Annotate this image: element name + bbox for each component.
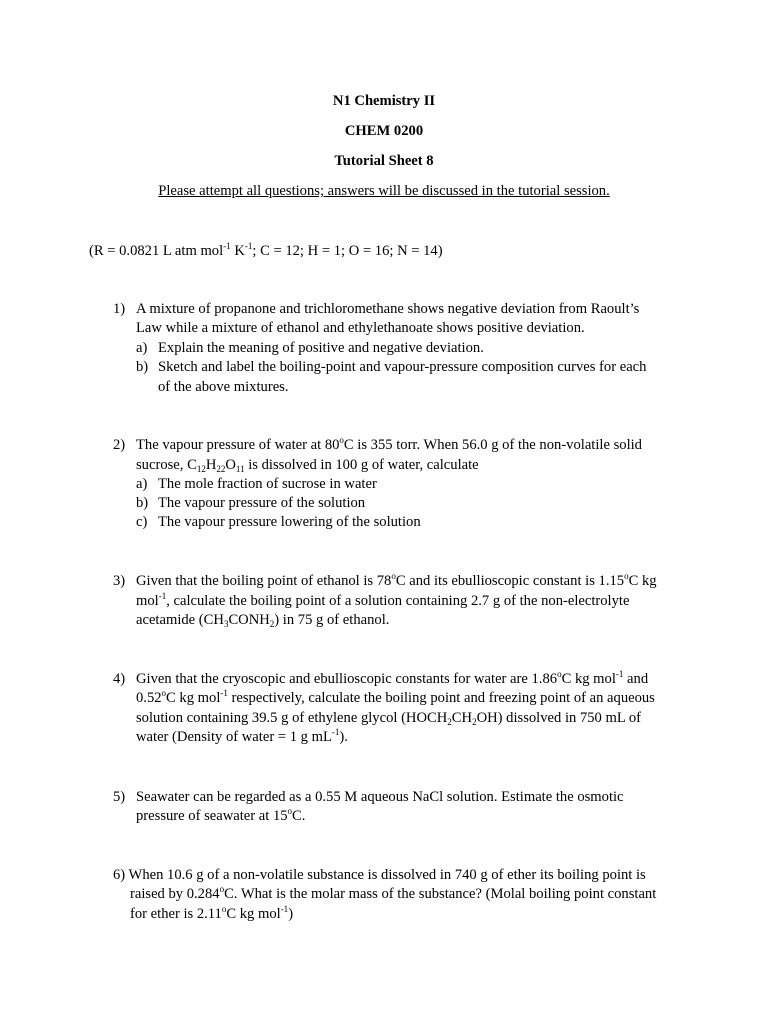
text-run: H: [205, 457, 217, 473]
subpart-text: of the above mixtures.: [158, 379, 289, 395]
subscript: 12: [196, 464, 206, 474]
text-run: water (Density of water = 1 g mL: [136, 729, 332, 745]
text-run: acetamide (CH: [136, 612, 224, 628]
text-run: Given that the boiling point of ethanol is 78: [136, 573, 392, 589]
constants-line: [89, 242, 443, 260]
question-text: [136, 807, 305, 825]
question-text: [136, 670, 648, 688]
question-text: [136, 572, 657, 590]
constants-r: (R = 0.0821 L atm mol: [89, 243, 224, 259]
subpart-label: b): [136, 495, 149, 511]
question-text: [136, 709, 641, 727]
subpart-label: b): [136, 359, 149, 375]
superscript: -1: [615, 669, 624, 679]
question-text: Seawater can be regarded as a 0.55 M aqueous NaCl solution. Estimate the osmotic: [136, 789, 624, 805]
subpart-text: Sketch and label the boiling-point and vapour-pressure composition curves for each: [158, 359, 647, 375]
question-number: 2): [113, 437, 126, 453]
text-run: C.: [292, 808, 306, 824]
text-run: CH: [451, 710, 473, 726]
text-run: mol: [136, 593, 159, 609]
question-number: 1): [113, 301, 126, 317]
degree-sign: o: [557, 669, 562, 679]
subpart-text: The vapour pressure lowering of the solution: [158, 514, 421, 530]
question-text: [136, 689, 655, 707]
text-run: ) in 75 g of ethanol.: [274, 612, 390, 628]
degree-sign: o: [624, 571, 629, 581]
question-text: A mixture of propanone and trichloromethane shows negative deviation from Raoult’s: [136, 301, 640, 317]
subpart-text: Explain the meaning of positive and negative deviation.: [158, 340, 484, 356]
text-run: 0.52: [136, 690, 162, 706]
text-run: C kg mol: [226, 906, 281, 922]
question-text: [136, 592, 629, 610]
text-run: , calculate the boiling point of a solution containing 2.7 g of the non-electrolyte: [166, 593, 630, 609]
superscript: -1: [280, 904, 289, 914]
text-run: raised by 0.284: [130, 886, 220, 902]
question-number: 4): [113, 671, 126, 687]
degree-sign: o: [287, 806, 293, 816]
text-run: Given that the cryoscopic and ebullioscopic constants for water are 1.86: [136, 671, 558, 687]
question-text: [136, 456, 479, 474]
subpart-label: c): [136, 514, 148, 530]
text-run: O: [225, 457, 236, 473]
text-run: solution containing 39.5 g of ethylene glycol (HOCH: [136, 710, 448, 726]
degree-sign: o: [339, 435, 344, 445]
superscript: -1: [244, 241, 253, 251]
text-run: respectively, calculate the boiling point and freezing point of an aqueous: [227, 690, 655, 706]
text-run: for ether is 2.11: [130, 906, 222, 922]
text-run: C kg: [628, 573, 657, 589]
subscript: 2: [269, 619, 275, 629]
text-run: C is 355 torr. When 56.0 g of the non-volatile solid: [343, 437, 642, 453]
text-run: C kg mol: [561, 671, 616, 687]
question-text: [130, 885, 656, 903]
sheet-title: Tutorial Sheet 8: [334, 153, 434, 169]
subscript: 2: [447, 717, 452, 727]
degree-sign: o: [161, 688, 167, 698]
question-text: [136, 436, 642, 454]
instructions: [0, 182, 768, 200]
degree-sign: o: [221, 904, 227, 914]
text-run: and: [623, 671, 649, 687]
text-run: C. What is the molar mass of the substance? (Molal boiling point constant: [224, 886, 657, 902]
subscript: 22: [216, 464, 226, 474]
subscript: 3: [223, 619, 229, 629]
text-run: The vapour pressure of water at 80: [136, 437, 340, 453]
text-run: CONH: [228, 612, 270, 628]
constants-masses: ; C = 12; H = 1; O = 16; N = 14): [252, 243, 443, 259]
superscript: -1: [220, 688, 228, 698]
text-run: C kg mol: [166, 690, 221, 706]
question-text: [130, 905, 293, 923]
superscript: -1: [331, 727, 340, 737]
constants-k: K: [230, 243, 245, 259]
superscript: -1: [223, 241, 231, 251]
text-run: ): [288, 906, 294, 922]
subscript: 11: [235, 464, 245, 474]
degree-sign: o: [219, 884, 225, 894]
question-text: Law while a mixture of ethanol and ethylethanoate shows positive deviation.: [136, 320, 585, 336]
superscript: -1: [158, 591, 167, 601]
instructions-text: Please attempt all questions; answers will be discussed in the tutorial session.: [158, 183, 610, 199]
text-run: is dissolved in 100 g of water, calculate: [244, 457, 479, 473]
subpart-label: a): [136, 476, 148, 492]
text-run: ).: [339, 729, 348, 745]
question-number: 3): [113, 573, 126, 589]
question-number: 5): [113, 789, 126, 805]
course-title: N1 Chemistry II: [332, 93, 436, 109]
question-text: [136, 728, 348, 746]
text-run: pressure of seawater at 15: [136, 808, 288, 824]
subpart-text: The mole fraction of sucrose in water: [158, 476, 377, 492]
text-run: C and its ebullioscopic constant is 1.15: [395, 573, 625, 589]
subpart-text: The vapour pressure of the solution: [158, 495, 366, 511]
course-code: CHEM 0200: [344, 123, 424, 139]
degree-sign: o: [391, 571, 396, 581]
text-run: sucrose, C: [136, 457, 197, 473]
text-run: OH) dissolved in 750 mL of: [476, 710, 642, 726]
question-text: 6) When 10.6 g of a non-volatile substance is dissolved in 740 g of ether its boiling point is: [113, 867, 646, 883]
subscript: 2: [472, 717, 477, 727]
subpart-label: a): [136, 340, 148, 356]
question-text: [136, 611, 389, 629]
